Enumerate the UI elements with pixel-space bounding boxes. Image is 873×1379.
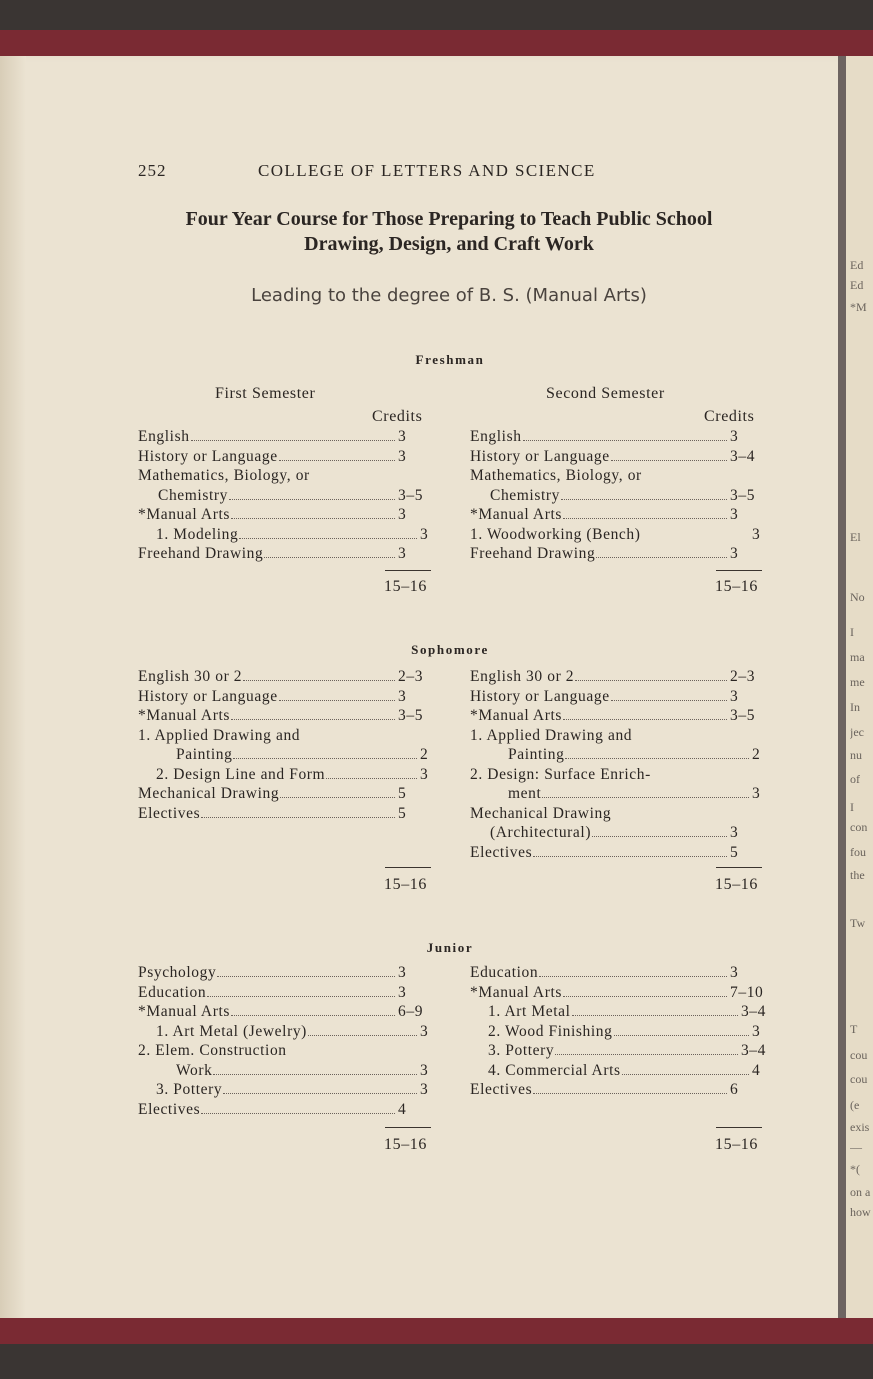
course-name: Electives [138,1100,201,1118]
first-semester-heading: First Semester [215,385,316,402]
course-row [470,1081,766,1101]
adjacent-page-fragment: the [850,868,865,882]
course-credits: 3 [420,525,429,543]
adjacent-page-fragment: Tw [850,916,866,930]
course-row [138,1062,434,1082]
dot-leader [611,460,727,461]
adjacent-page-fragment: nu [850,748,862,762]
adjacent-page-fragment: El [850,530,861,544]
degree-subtitle: Leading to the degree of B. S. (Manual Arts) [251,285,647,306]
course-name: History or Language [470,687,610,705]
dot-leader [264,557,395,558]
course-row [470,428,766,448]
dot-leader [523,440,727,441]
course-credits: 3 [730,687,739,705]
dot-leader [565,758,749,759]
freshman-first-total: 15–16 [384,578,427,595]
course-name: Education [138,983,207,1001]
dot-leader [229,499,395,500]
dot-leader [592,836,727,837]
course-name: Mechanical Drawing [138,785,280,802]
course-row [138,1023,434,1043]
course-name: *Manual Arts [470,506,563,523]
course-row [138,448,434,468]
course-credits: 3 [730,545,739,562]
course-name: *Manual Arts [138,1003,231,1020]
dot-leader [572,1015,738,1016]
course-credits: 6–9 [398,1003,424,1020]
running-head: COLLEGE OF LETTERS AND SCIENCE [258,161,596,180]
second-semester-heading: Second Semester [546,385,665,402]
course-name: Electives [138,804,201,822]
sophomore-second-total: 15–16 [715,876,758,893]
adjacent-page-fragment: (e [850,1098,860,1112]
course-row [470,707,766,727]
dot-leader [326,778,417,779]
course-name: English [138,428,190,445]
adjacent-page-fragment: No [850,590,865,604]
course-row [470,506,766,526]
course-name: History or Language [138,687,278,705]
course-title-line1: Four Year Course for Those Preparing to Teach Public School [185,208,713,230]
dot-leader [231,1015,395,1016]
course-name: Mechanical Drawing [470,804,612,822]
course-credits: 3 [398,545,407,562]
dot-leader [217,976,395,977]
course-name: 1. Art Metal (Jewelry) [156,1022,307,1040]
junior-heading: Junior [426,940,474,955]
course-credits: 2 [420,746,429,763]
course-name: 1. Modeling [156,525,239,543]
adjacent-page-fragment: how [850,1205,871,1219]
course-row [470,785,766,805]
course-row [470,1023,766,1043]
course-name: 2. Elem. Construction [138,1042,287,1059]
adjacent-page-fragment: *( [850,1162,860,1176]
junior-second-semester-list [470,964,766,1101]
dot-leader [279,460,395,461]
sophomore-first-semester-list [138,668,434,824]
course-name: Painting [176,746,233,763]
page-number: 252 [138,161,167,180]
dot-leader [213,1074,417,1075]
total-rule [716,867,762,868]
adjacent-page-fragment: *M [850,300,867,314]
course-credits: 4 [752,1061,761,1079]
adjacent-page-fragment: T [850,1022,858,1036]
course-credits: 3 [398,506,407,523]
course-row [470,844,766,864]
dot-leader [611,700,727,701]
course-row [138,707,434,727]
course-row [470,824,766,844]
course-credits: 3 [730,824,739,841]
course-credits: 3–4 [740,1042,766,1059]
course-row [138,545,434,565]
course-credits: 3 [398,983,407,1001]
course-name: 2. Wood Finishing [488,1022,613,1040]
course-name: History or Language [470,447,610,465]
sophomore-first-total: 15–16 [384,876,427,893]
dot-leader [308,1035,417,1036]
course-credits: 3 [420,1022,429,1040]
course-name: 1. Art Metal [488,1003,571,1020]
course-name: 1. Applied Drawing and [138,726,301,744]
dot-leader [614,1035,749,1036]
binding-edge-top [0,30,873,58]
course-row [138,964,434,984]
course-row [470,688,766,708]
course-name: *Manual Arts [138,707,231,724]
course-credits: 7–10 [730,983,764,1001]
junior-first-semester-list [138,964,434,1120]
course-name: *Manual Arts [138,506,231,523]
course-name: Education [470,964,539,981]
course-row [138,1042,434,1062]
dot-leader [542,797,749,798]
adjacent-page-fragment: I [850,800,854,814]
course-row [138,487,434,507]
course-row [470,805,766,825]
course-credits: 3 [730,506,739,523]
freshman-heading: Freshman [415,352,485,367]
adjacent-page-fragment: Ed [850,278,864,292]
course-row [470,668,766,688]
course-row [470,448,766,468]
course-name: Mathematics, Biology, or [470,467,642,484]
dot-leader [555,1054,738,1055]
course-credits: 2 [752,746,761,763]
course-name: Work [176,1061,213,1079]
course-credits: 3 [420,765,429,783]
dot-leader [563,996,727,997]
adjacent-page-fragment: cou [850,1048,868,1062]
dot-leader [201,817,395,818]
course-name: Freehand Drawing [138,545,264,562]
total-rule [385,570,431,571]
freshman-second-total: 15–16 [715,578,758,595]
dot-leader [596,557,727,558]
adjacent-page-fragment: In [850,700,860,714]
course-name: Freehand Drawing [470,545,596,562]
course-credits: 3 [398,964,407,981]
course-credits: 3 [752,785,761,802]
adjacent-page-fragment: Ed [850,258,864,272]
course-credits: 3–5 [730,707,756,724]
course-name: Painting [508,746,565,763]
adjacent-page-fragment: I [850,625,854,639]
adjacent-page-fragment: on a [850,1185,871,1199]
course-row [470,746,766,766]
dot-leader [191,440,395,441]
course-row [138,526,434,546]
course-row [470,487,766,507]
course-credits: 3 [752,1022,761,1040]
course-row [470,727,766,747]
adjacent-page-fragment: exis [850,1120,870,1134]
course-row [138,984,434,1004]
course-title-line2: Drawing, Design, and Craft Work [304,233,594,255]
course-row [138,785,434,805]
course-row [470,766,766,786]
course-credits: 3–5 [398,707,424,724]
course-name: 4. Commercial Arts [488,1061,621,1079]
adjacent-page-fragment: — [850,1140,862,1154]
dot-leader [279,700,395,701]
course-name: English 30 or 2 [470,668,575,685]
course-row [138,766,434,786]
course-credits: 6 [730,1081,739,1098]
course-row [470,964,766,984]
course-name: History or Language [138,447,278,465]
course-name: 1. Applied Drawing and [470,726,633,744]
course-row [138,805,434,825]
course-name: Psychology [138,964,217,981]
course-name: 2. Design Line and Form [156,765,326,783]
course-row [470,545,766,565]
course-row [138,1081,434,1101]
course-credits: 5 [398,804,407,822]
credits-label-left: Credits [372,408,423,425]
page-gutter [838,56,846,1322]
freshman-first-semester-list [138,428,434,565]
course-row [138,746,434,766]
total-rule [385,1127,431,1128]
binding-edge-bottom [0,1318,873,1344]
total-rule [385,867,431,868]
freshman-second-semester-list [470,428,766,565]
dot-leader [575,680,727,681]
adjacent-page-fragment: con [850,820,868,834]
course-row [138,668,434,688]
adjacent-page-fragment: ma [850,650,865,664]
adjacent-page-fragment: cou [850,1072,868,1086]
course-name: 3. Pottery [488,1042,555,1059]
course-name: Mathematics, Biology, or [138,467,310,484]
dot-leader [239,538,417,539]
dot-leader [561,499,727,500]
course-row [470,526,766,546]
course-credits: 3–5 [398,486,424,504]
course-name: English 30 or 2 [138,668,243,685]
course-name: 1. Woodworking (Bench) [470,525,641,543]
credits-label-right: Credits [704,408,755,425]
course-name: Chemistry [490,486,560,504]
course-row [470,984,766,1004]
dot-leader [533,1093,727,1094]
course-row [138,688,434,708]
course-row [138,727,434,747]
course-row [470,1042,766,1062]
dot-leader [563,719,727,720]
dot-leader [201,1113,395,1114]
course-credits: 3 [398,447,407,465]
junior-first-total: 15–16 [384,1136,427,1153]
course-credits: 2–3 [398,668,424,685]
course-row [470,1062,766,1082]
course-credits: 5 [730,843,739,861]
sophomore-heading: Sophomore [411,642,489,657]
course-row [138,506,434,526]
adjacent-page-fragment: of [850,772,860,786]
dot-leader [207,996,395,997]
adjacent-page-fragment: me [850,675,865,689]
course-row [138,428,434,448]
course-row [138,1101,434,1121]
dot-leader [539,976,727,977]
course-credits: 3 [398,428,407,445]
course-credits: 3 [752,525,761,543]
course-name: *Manual Arts [470,707,563,724]
course-name: Electives [470,843,533,861]
course-credits: 3 [420,1081,429,1098]
course-credits: 3–4 [740,1003,766,1020]
course-name: Chemistry [158,486,228,504]
course-name: ment [508,785,542,802]
course-row [470,467,766,487]
total-rule [716,570,762,571]
dot-leader [243,680,395,681]
adjacent-page-fragment: fou [850,845,866,859]
adjacent-page-fragment: jec [850,725,864,739]
dot-leader [231,518,395,519]
dot-leader [622,1074,749,1075]
course-name: English [470,428,522,445]
course-name: 3. Pottery [156,1081,223,1098]
junior-second-total: 15–16 [715,1136,758,1153]
dot-leader [233,758,417,759]
course-name: (Architectural) [490,824,592,841]
course-credits: 3–4 [730,447,756,465]
dot-leader [563,518,727,519]
total-rule [716,1127,762,1128]
course-credits: 3 [398,687,407,705]
course-name: Electives [470,1081,533,1098]
course-name: *Manual Arts [470,983,563,1001]
dot-leader [533,856,727,857]
course-credits: 3 [730,428,739,445]
course-row [138,467,434,487]
course-credits: 3–5 [730,486,756,504]
page-spine-shadow [0,56,26,1322]
dot-leader [223,1093,417,1094]
course-row [470,1003,766,1023]
course-credits: 3 [420,1061,429,1079]
course-credits: 5 [398,785,407,802]
course-row [138,1003,434,1023]
sophomore-second-semester-list [470,668,766,863]
course-credits: 4 [398,1100,407,1118]
course-credits: 3 [730,964,739,981]
course-credits: 2–3 [730,668,756,685]
course-name: 2. Design: Surface Enrich- [470,765,651,783]
dot-leader [280,797,395,798]
dot-leader [231,719,395,720]
